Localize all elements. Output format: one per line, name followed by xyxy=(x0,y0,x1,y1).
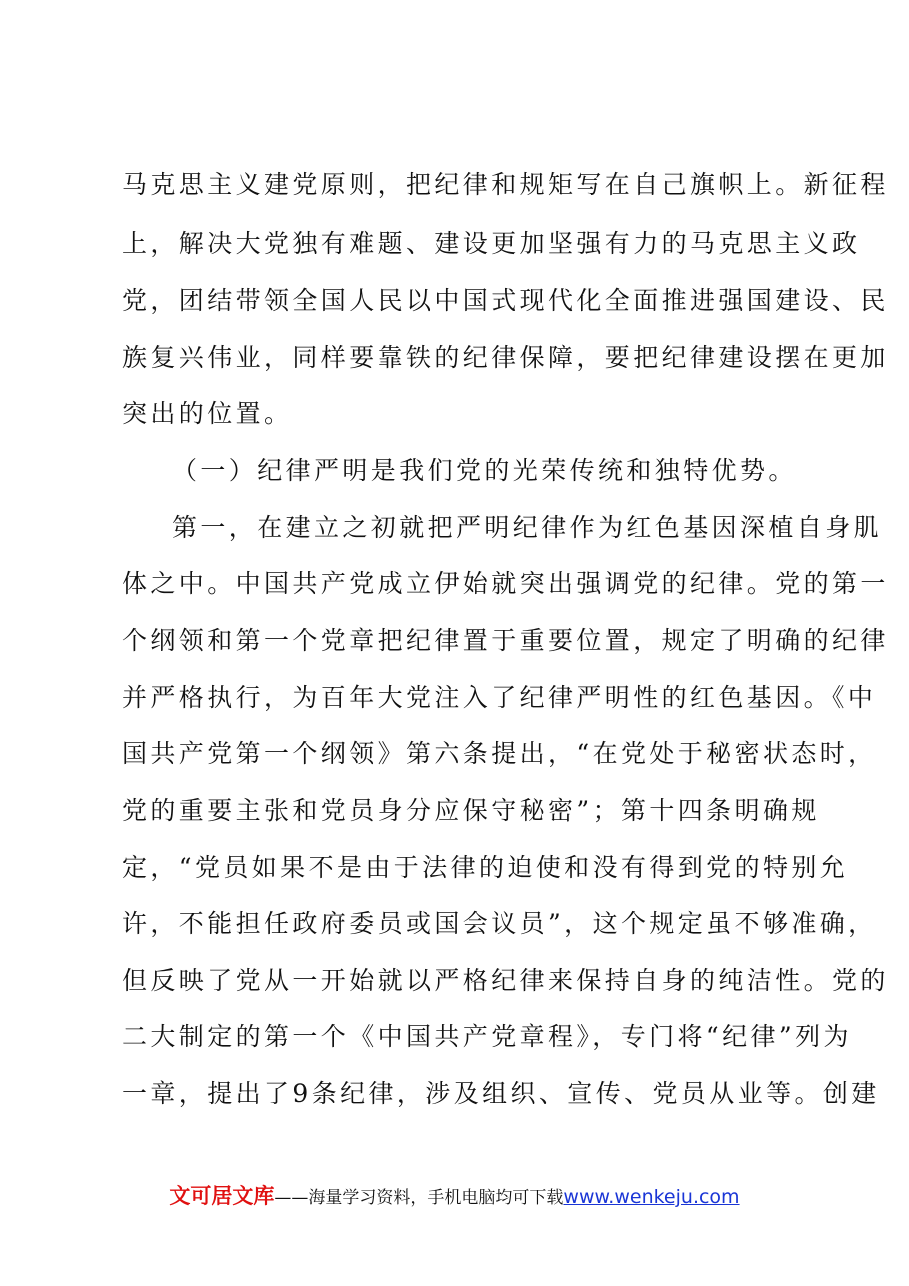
section-heading: （一）纪律严明是我们党的光荣传统和独特优势。 xyxy=(172,456,797,485)
text-line: 体之中。中国共产党成立伊始就突出强调党的纪律。党的第一 xyxy=(122,569,889,598)
text-line: 族复兴伟业，同样要靠铁的纪律保障，要把纪律建设摆在更加 xyxy=(122,343,889,372)
text-line: 第一，在建立之初就把严明纪律作为红色基因深植自身肌 xyxy=(172,513,883,542)
text-line: 个纲领和第一个党章把纪律置于重要位置，规定了明确的纪律 xyxy=(122,626,889,655)
footer-tagline: ——海量学习资料，手机电脑均可下载 xyxy=(274,1188,564,1208)
text-line: 但反映了党从一开始就以严格纪律来保持自身的纯洁性。党的 xyxy=(122,966,889,995)
page-footer xyxy=(0,1180,909,1210)
footer-brand: 文可居文库 xyxy=(169,1184,275,1208)
text-line: 上，解决大党独有难题、建设更加坚强有力的马克思主义政 xyxy=(122,229,861,258)
text-line: 党，团结带领全国人民以中国式现代化全面推进强国建设、民 xyxy=(122,286,889,315)
text-line: 许，不能担任政府委员或国会议员”，这个规定虽不够准确， xyxy=(122,909,877,938)
text-line: 马克思主义建党原则，把纪律和规矩写在自己旗帜上。新征程 xyxy=(122,170,889,199)
text-line: 一章，提出了9条纪律，涉及组织、宣传、党员从业等。创建 xyxy=(122,1079,880,1108)
text-line: 并严格执行，为百年大党注入了纪律严明性的红色基因。《中 xyxy=(122,683,877,712)
text-line: 突出的位置。 xyxy=(122,399,293,428)
text-line: 定，“党员如果不是由于法律的迫使和没有得到党的特别允 xyxy=(122,853,849,882)
text-line: 国共产党第一个纲领》第六条提出，“在党处于秘密状态时， xyxy=(122,739,877,768)
footer-website-link[interactable]: www.wenkeju.com xyxy=(563,1186,740,1208)
text-line: 二大制定的第一个《中国共产党章程》，专门将“纪律”列为 xyxy=(122,1022,852,1051)
text-line: 党的重要主张和党员身分应保守秘密”；第十四条明确规 xyxy=(122,796,820,825)
